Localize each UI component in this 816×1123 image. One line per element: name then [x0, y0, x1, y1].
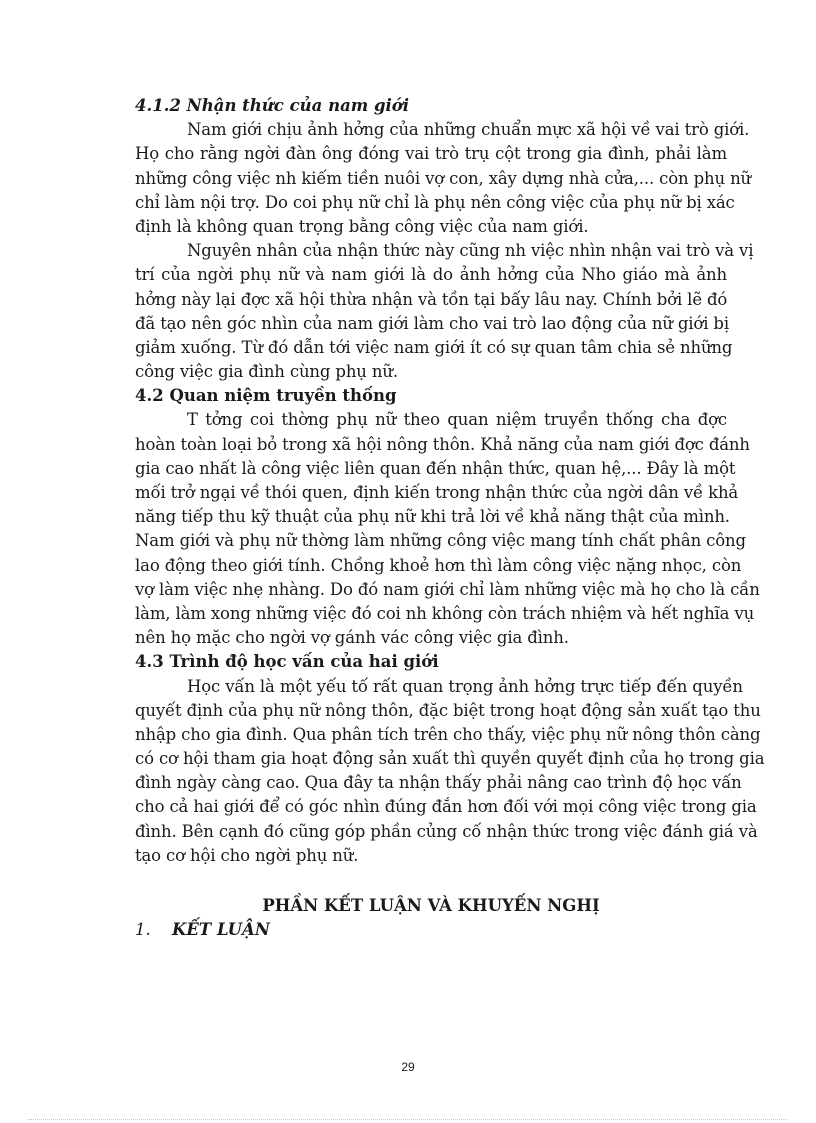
part-title: PHẦN KẾT LUẬN VÀ KHUYẾN NGHỊ	[262, 896, 600, 915]
text-line: đình. Bên cạnh đó cũng góp phần củng cố nhận thức trong việc đánh giá và	[135, 821, 758, 841]
text-line: nên họ mặc cho ngời vợ gánh vác công việc gia đình.	[135, 628, 569, 648]
text-line: Nam giới và phụ nữ thờng làm những công việc mang tính chất phân công	[135, 531, 746, 551]
text-line: tạo cơ hội cho ngời phụ nữ.	[135, 845, 359, 865]
section-heading-4-3: 4.3 Trình độ học vấn của hai giới	[135, 652, 439, 672]
paragraph	[135, 675, 765, 869]
text-line: chỉ làm nội trợ. Do coi phụ nữ chỉ là phụ nên công việc của phụ nữ bị xác	[135, 192, 735, 212]
footer-divider	[28, 1119, 788, 1120]
text-line: quyết định của phụ nữ nông thôn, đặc biệt trong hoạt động sản xuất tạo thu	[135, 700, 761, 720]
text-line: đình ngày càng cao. Qua đây ta nhận thấy phải nâng cao trình độ học vấn	[135, 773, 742, 793]
text-line: định là không quan trọng bằng công việc của nam giới.	[135, 216, 589, 236]
paragraph	[135, 408, 750, 529]
text-line: vợ làm việc nhẹ nhàng. Do đó nam giới chỉ làm những việc mà họ cho là cần	[135, 579, 760, 599]
text-line: mối trở ngại về thói quen, định kiến trong nhận thức của ngời dân về khả	[135, 483, 739, 502]
text-line: Học vấn là một yếu tố rất quan trọng ảnh hởng trực tiếp đến quyền	[187, 676, 743, 696]
text-line: năng tiếp thu kỹ thuật của phụ nữ khi trả lời về khả năng thật của mình.	[135, 507, 730, 527]
text-line: những công việc nh kiếm tiền nuôi vợ con, xây dựng nhà cửa,... còn phụ nữ	[135, 168, 752, 188]
section-heading-4-1-2: 4.1.2 Nhận thức của nam giới	[135, 96, 410, 115]
text-line: có cơ hội tham gia hoạt động sản xuất thì quyền quyết định của họ trong gia	[135, 749, 765, 769]
page-number: 29	[401, 1060, 415, 1074]
text-line: Nguyên nhân của nhận thức này cũng nh việc nhìn nhận vai trò và vị	[187, 241, 754, 261]
text-line: công việc gia đình cùng phụ nữ.	[135, 362, 398, 382]
text-line: Nam giới chịu ảnh hởng của những chuẩn mực xã hội về vai trò giới.	[187, 120, 750, 140]
conclusion-label: KẾT LUẬN	[172, 920, 270, 940]
paragraph	[135, 118, 752, 239]
text-line: hoàn toàn loại bỏ trong xã hội nông thôn. Khả năng của nam giới đợc đánh	[135, 434, 750, 454]
text-line: đã tạo nên góc nhìn của nam giới làm cho vai trò lao động của nữ giới bị	[135, 313, 729, 333]
text-line: T tởng coi thờng phụ nữ theo quan niệm truyền thống cha đợc	[187, 410, 727, 430]
text-line: nhập cho gia đình. Qua phân tích trên cho thấy, việc phụ nữ nông thôn càng	[135, 724, 761, 744]
text-line: giảm xuống. Từ đó dẫn tới việc nam giới ít có sự quan tâm chia sẻ những	[135, 337, 733, 357]
conclusion-heading	[135, 918, 727, 942]
text-line: hởng này lại đợc xã hội thừa nhận và tồn tại bấy lâu nay. Chính bởi lẽ đó	[135, 289, 728, 309]
section-heading-4-2: 4.2 Quan niệm truyền thống	[135, 386, 397, 406]
paragraph	[135, 529, 760, 650]
page-content	[135, 94, 765, 942]
conclusion-number: 1.	[135, 920, 151, 940]
text-line: làm, làm xong những việc đó coi nh không còn trách nhiệm và hết nghĩa vụ	[135, 603, 755, 623]
text-line: cho cả hai giới để có góc nhìn đúng đắn hơn đối với mọi công việc trong gia	[135, 797, 757, 817]
text-line: lao động theo giới tính. Chồng khoẻ hơn thì làm công việc nặng nhọc, còn	[135, 555, 742, 575]
text-line: trí của ngời phụ nữ và nam giới là do ảnh hởng của Nho giáo mà ảnh	[135, 265, 727, 285]
text-line: Họ cho rằng ngời đàn ông đóng vai trò trụ cột trong gia đình, phải làm	[135, 144, 727, 164]
paragraph	[135, 239, 754, 384]
text-line: gia cao nhất là công việc liên quan đến nhận thức, quan hệ,... Đây là một	[135, 458, 736, 478]
spacer	[135, 868, 727, 894]
